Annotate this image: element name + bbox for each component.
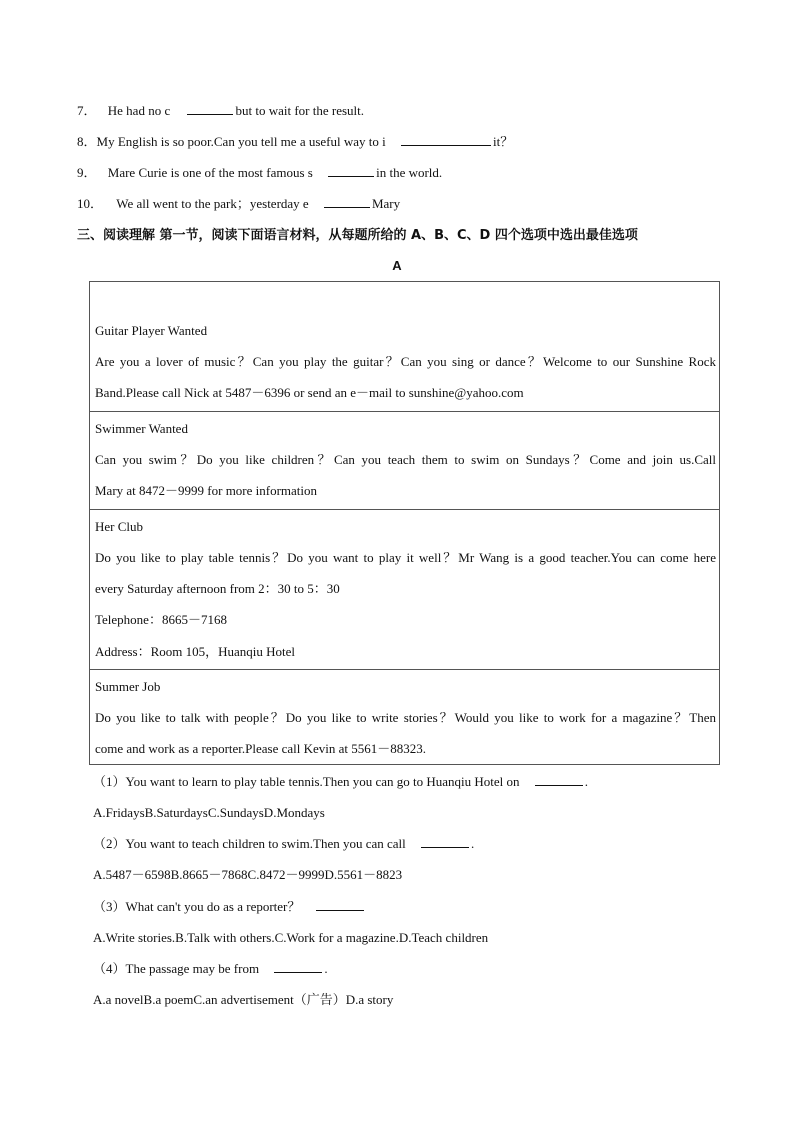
fill-item-7 — [77, 102, 364, 120]
question-1 — [93, 773, 588, 791]
question-stem: （1）You want to learn to play table tennis.Then you can go to Huanqiu Hotel on — [93, 774, 520, 789]
question-end: . — [584, 774, 589, 789]
ad-cell-swimmer — [90, 411, 719, 509]
question-1-options: A.FridaysB.SaturdaysC.SundaysD.Mondays — [93, 805, 325, 820]
ad-line: come and work as a reporter.Please call Kevin at 5561－88323. — [95, 741, 427, 756]
ad-line: every Saturday afternoon from 2：30 to 5：30 — [95, 581, 340, 596]
answer-blank[interactable] — [187, 102, 233, 115]
ad-title: Her Club — [95, 519, 144, 534]
question-3 — [93, 898, 366, 916]
item-text: My English is so poor.Can you tell me a useful way to i — [96, 134, 386, 149]
fill-item-8 — [77, 133, 513, 151]
advertisement-table — [89, 281, 720, 765]
ad-cell-guitar — [90, 282, 719, 411]
answer-blank[interactable] — [324, 195, 370, 208]
answer-blank[interactable] — [535, 773, 583, 786]
item-number: 10． — [77, 196, 104, 211]
ad-line: Do you like to talk with people？Do you like to write stories？Would you like to work for a magazine？Then — [95, 710, 716, 725]
question-end: . — [324, 961, 328, 976]
answer-blank[interactable] — [328, 164, 374, 177]
question-3-options: A.Write stories.B.Talk with others.C.Work for a magazine.D.Teach children — [93, 930, 489, 945]
ad-title: Summer Job — [95, 679, 161, 694]
ad-title: Guitar Player Wanted — [95, 323, 208, 338]
fill-item-10 — [77, 195, 400, 213]
question-stem: （2）You want to teach children to swim.Then you can call — [93, 836, 406, 851]
ad-line: Telephone：8665－7168 — [95, 612, 227, 627]
item-text: We all went to the park；yesterday e — [116, 196, 309, 211]
section-heading: 三、阅读理解 第一节，阅读下面语言材料，从每题所给的 A、B、C、D 四个选项中选出最佳选项 — [77, 228, 638, 243]
item-text: it？ — [493, 134, 514, 149]
item-text: He had no c — [107, 103, 171, 118]
ad-line: Band.Please call Nick at 5487－6396 or send an e－mail to sunshine@yahoo.com — [95, 385, 524, 400]
ad-line: Address：Room 105，Huanqiu Hotel — [95, 644, 296, 659]
answer-blank[interactable] — [274, 960, 322, 973]
question-2-options: A.5487－6598B.8665－7868C.8472－9999D.5561－8823 — [93, 867, 403, 882]
passage-label: A — [392, 258, 402, 273]
question-stem: （3）What can't you do as a reporter？ — [93, 899, 301, 914]
question-2 — [93, 835, 474, 853]
item-text: but to wait for the result. — [235, 103, 364, 118]
question-end: . — [471, 836, 475, 851]
answer-blank[interactable] — [316, 898, 364, 911]
ad-line: Are you a lover of music？Can you play the guitar？Can you sing or dance？Welcome to our Sunshine Rock — [95, 354, 716, 369]
ad-line: Mary at 8472－9999 for more information — [95, 483, 318, 498]
ad-cell-summer-job — [90, 669, 719, 765]
item-text: Mary — [371, 196, 401, 211]
ad-title: Swimmer Wanted — [95, 421, 188, 436]
answer-blank[interactable] — [421, 835, 469, 848]
ad-cell-club — [90, 509, 719, 669]
item-text: in the world. — [376, 165, 443, 180]
item-number: 9． — [77, 165, 97, 180]
ad-line: Can you swim？Do you like children？Can you teach them to swim on Sundays？Come and join us.Call — [95, 452, 716, 467]
item-number: 7． — [77, 103, 97, 118]
fill-item-9 — [77, 164, 442, 182]
question-4 — [93, 960, 328, 978]
question-4-options: A.a novelB.a poemC.an advertisement（广告）D.a story — [93, 992, 394, 1007]
item-text: Mare Curie is one of the most famous s — [107, 165, 313, 180]
ad-line: Do you like to play table tennis？Do you want to play it well？Mr Wang is a good teacher.You can come here — [95, 550, 716, 565]
answer-blank[interactable] — [401, 133, 491, 146]
item-number: 8． — [77, 134, 97, 149]
question-stem: （4）The passage may be from — [93, 961, 260, 976]
